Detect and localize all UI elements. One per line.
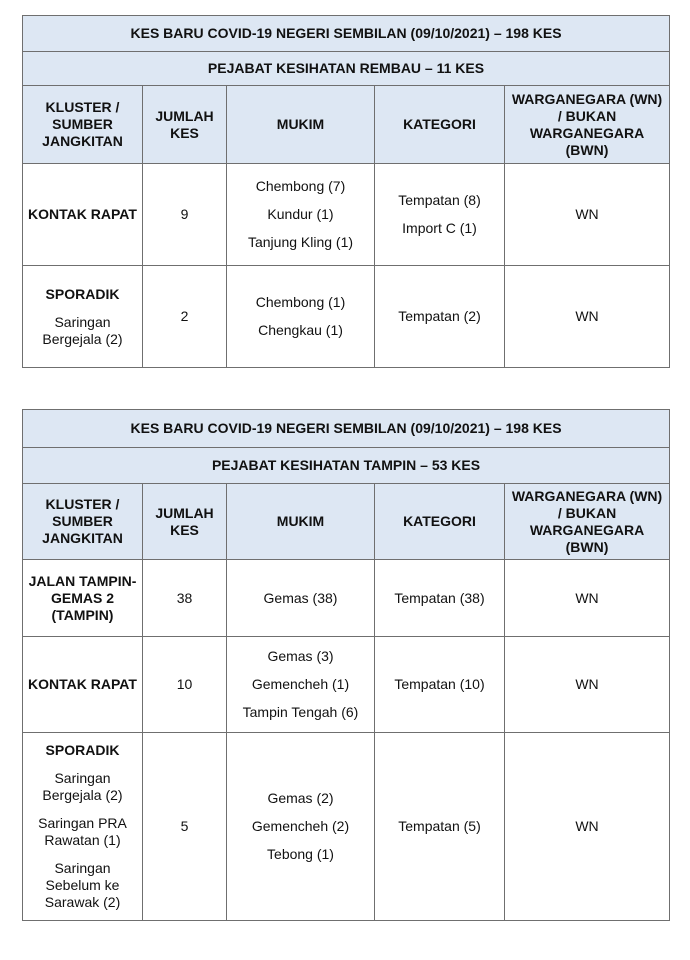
rembau-table (22, 15, 670, 368)
header-warganegara: WARGANEGARA (WN) / BUKAN WARGANEGARA (BWN) (505, 86, 670, 164)
header-kluster: KLUSTER / SUMBER JANGKITAN (23, 484, 143, 560)
kluster-cell (23, 266, 143, 368)
kategori-item: Tempatan (8) (398, 192, 481, 208)
kluster-cell (23, 733, 143, 921)
header-jumlah: JUMLAH KES (143, 484, 227, 560)
mukim-cell (227, 637, 375, 733)
kategori-cell: Tempatan (2) (375, 266, 505, 368)
mukim-item: Gemencheh (2) (251, 818, 350, 834)
kluster-detail: Saringan PRA Rawatan (1) (38, 815, 127, 848)
jumlah-cell: 9 (143, 164, 227, 266)
table-row (23, 637, 670, 733)
warganegara-cell: WN (505, 637, 670, 733)
kategori-cell: Tempatan (38) (375, 560, 505, 637)
header-mukim: MUKIM (227, 86, 375, 164)
kluster-label: SPORADIK (45, 742, 120, 758)
header-warganegara: WARGANEGARA (WN) / BUKAN WARGANEGARA (BWN) (505, 484, 670, 560)
table-row (23, 560, 670, 637)
kluster-detail: Saringan Bergejala (2) (42, 770, 123, 803)
header-kluster: KLUSTER / SUMBER JANGKITAN (23, 86, 143, 164)
mukim-cell (227, 164, 375, 266)
jumlah-cell: 10 (143, 637, 227, 733)
kluster-cell: JALAN TAMPIN-GEMAS 2 (TAMPIN) (23, 560, 143, 637)
tampin-table (22, 409, 670, 921)
kluster-detail: Saringan Bergejala (2) (42, 313, 123, 347)
table-title: KES BARU COVID-19 NEGERI SEMBILAN (09/10/2021) – 198 KES (23, 410, 670, 448)
kluster-detail: Saringan Sebelum ke Sarawak (2) (44, 860, 121, 910)
kategori-cell (375, 164, 505, 266)
warganegara-cell: WN (505, 164, 670, 266)
kategori-cell: Tempatan (5) (375, 733, 505, 921)
mukim-cell: Gemas (38) (227, 560, 375, 637)
mukim-cell (227, 266, 375, 368)
warganegara-cell: WN (505, 560, 670, 637)
mukim-item: Gemas (2) (267, 790, 334, 806)
warganegara-cell: WN (505, 733, 670, 921)
mukim-item: Gemas (3) (267, 648, 334, 664)
header-kategori: KATEGORI (375, 86, 505, 164)
office-subtitle: PEJABAT KESIHATAN REMBAU – 11 KES (23, 52, 670, 86)
mukim-item: Kundur (1) (267, 206, 334, 222)
mukim-item: Chengkau (1) (258, 322, 343, 338)
header-mukim: MUKIM (227, 484, 375, 560)
kluster-cell: KONTAK RAPAT (23, 637, 143, 733)
header-jumlah: JUMLAH KES (143, 86, 227, 164)
mukim-item: Gemencheh (1) (251, 676, 350, 692)
jumlah-cell: 2 (143, 266, 227, 368)
mukim-cell (227, 733, 375, 921)
kategori-item: Import C (1) (402, 220, 477, 236)
table-title: KES BARU COVID-19 NEGERI SEMBILAN (09/10/2021) – 198 KES (23, 16, 670, 52)
table-row (23, 164, 670, 266)
table-row (23, 733, 670, 921)
kluster-label: SPORADIK (45, 285, 120, 302)
mukim-item: Tebong (1) (267, 846, 334, 862)
mukim-item: Tampin Tengah (6) (242, 704, 359, 720)
kluster-cell: KONTAK RAPAT (23, 164, 143, 266)
mukim-item: Tanjung Kling (1) (247, 234, 354, 250)
jumlah-cell: 5 (143, 733, 227, 921)
warganegara-cell: WN (505, 266, 670, 368)
jumlah-cell: 38 (143, 560, 227, 637)
table-row (23, 266, 670, 368)
header-kategori: KATEGORI (375, 484, 505, 560)
office-subtitle: PEJABAT KESIHATAN TAMPIN – 53 KES (23, 448, 670, 484)
mukim-item: Chembong (1) (255, 294, 346, 310)
kategori-cell: Tempatan (10) (375, 637, 505, 733)
mukim-item: Chembong (7) (255, 178, 346, 194)
